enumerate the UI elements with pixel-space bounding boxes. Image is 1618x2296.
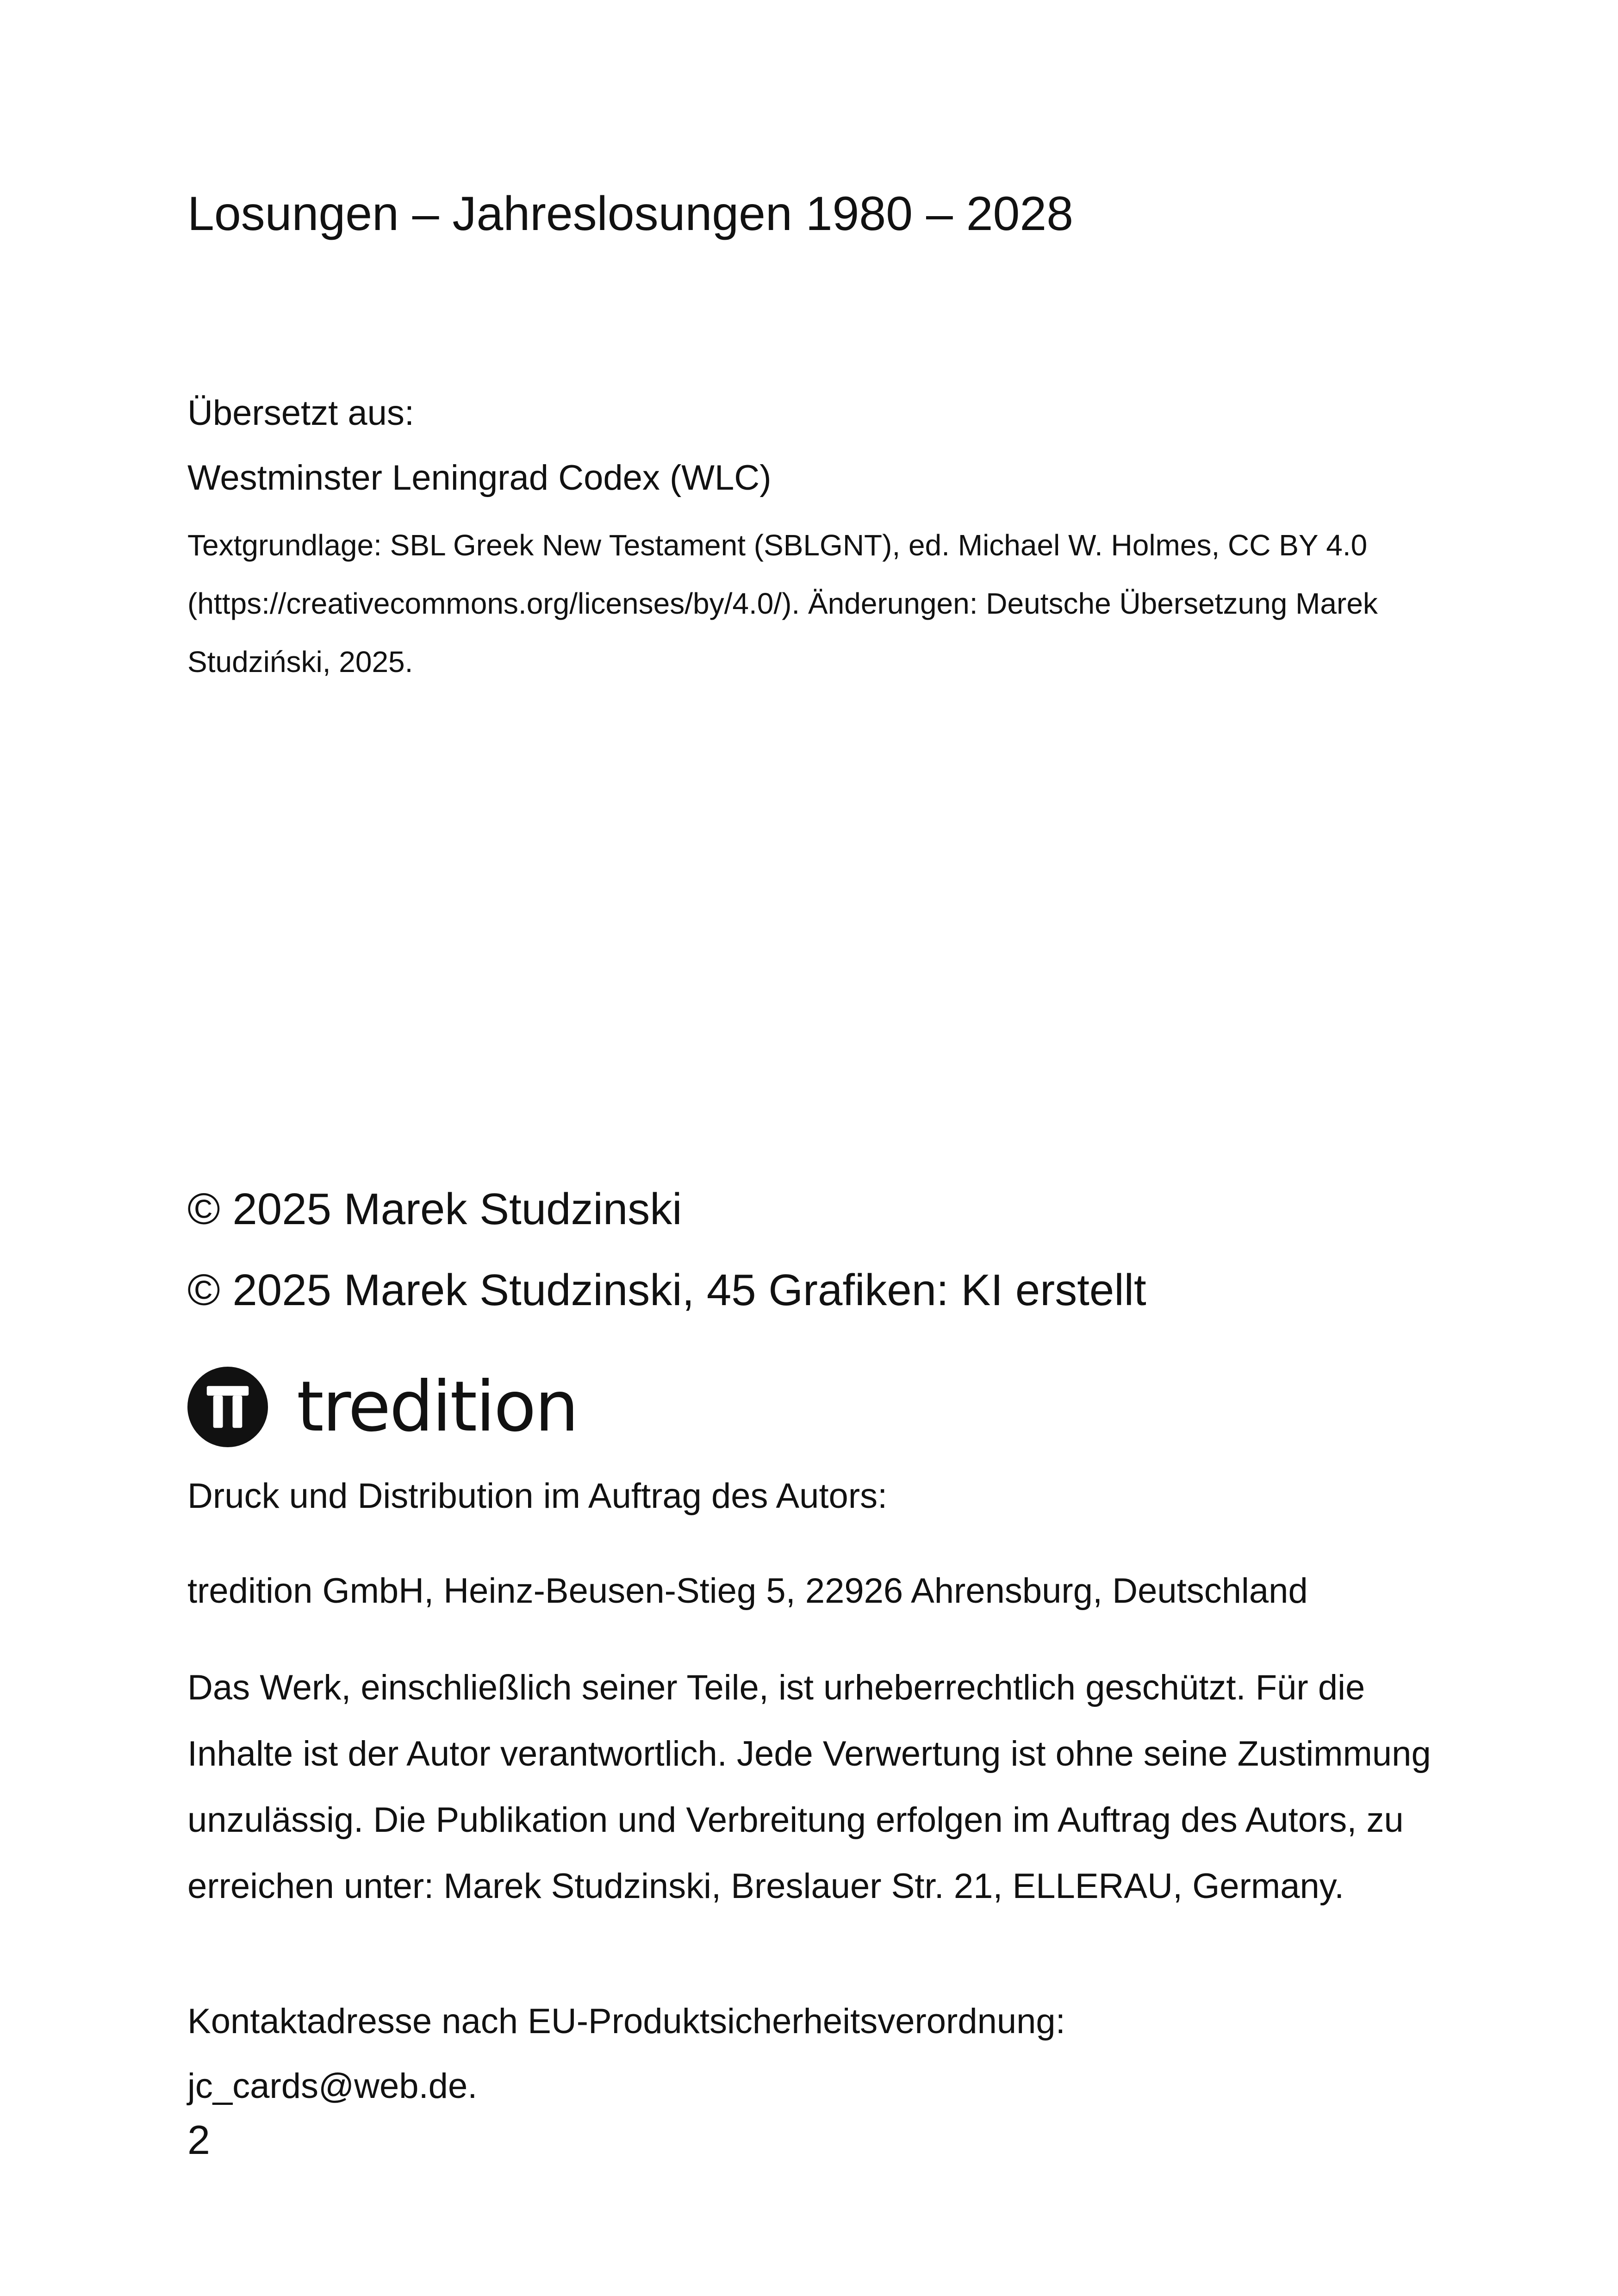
copyright-line-1: © 2025 Marek Studzinski: [187, 1184, 682, 1234]
tredition-logo: [187, 1365, 578, 1449]
contact-email: jc_cards@web.de.: [187, 2066, 478, 2106]
contact-label: Kontaktadresse nach EU-Produktsicherheitsverordnung:: [187, 2002, 1065, 2041]
legal-notice: Das Werk, einschließlich seiner Teile, ist urheberrechtlich geschützt. Für die Inhalte ist der Autor verantwortlich. Jede Verwertung ist ohne seine Zustimmung unzulässig. Die Publikation und Verbreitung erfolgen im Auftrag des Autors, zu erreichen unter: Marek Studzinski, Breslauer Str. 21, ELLERAU, Germany.: [187, 1668, 1431, 1906]
tredition-logo-icon: [187, 1367, 268, 1447]
page-number: 2: [187, 2117, 210, 2163]
copyright-line-2: © 2025 Marek Studzinski, 45 Grafiken: KI erstellt: [187, 1265, 1146, 1315]
translation-label: Übersetzt aus:: [187, 393, 414, 433]
page-title: Losungen – Jahreslosungen 1980 – 2028: [187, 187, 1074, 241]
tredition-wordmark: tredition: [297, 1367, 578, 1447]
translation-source: Westminster Leningrad Codex (WLC): [187, 458, 772, 498]
publisher-address: tredition GmbH, Heinz-Beusen-Stieg 5, 22926 Ahrensburg, Deutschland: [187, 1571, 1308, 1611]
print-distribution-label: Druck und Distribution im Auftrag des Autors:: [187, 1476, 888, 1516]
textbasis-note: Textgrundlage: SBL Greek New Testament (SBLGNT), ed. Michael W. Holmes, CC BY 4.0 (https://creativecommons.org/licenses/by/4.0/). Änderungen: Deutsche Übersetzung Marek Studziński, 2025.: [187, 529, 1378, 678]
